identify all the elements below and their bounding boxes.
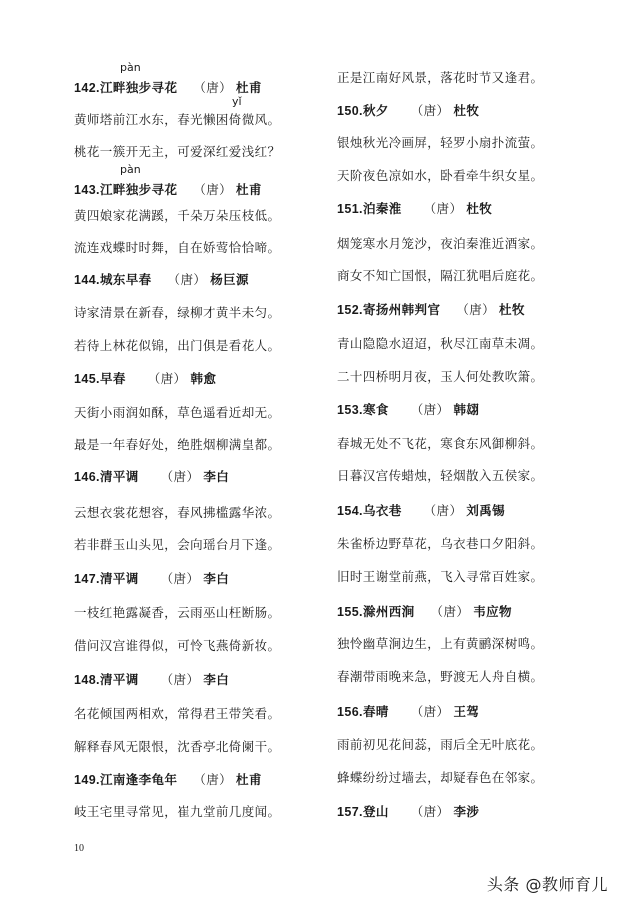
poem-line: 黄四娘家花满蹊，千朵万朵压枝低。: [74, 208, 281, 223]
poem-title-147: 147.清平调 （唐） 李白: [74, 571, 230, 586]
poem-line: 烟笼寒水月笼沙，夜泊秦淮近酒家。: [337, 236, 544, 251]
poem-line: 旧时王谢堂前燕，飞入寻常百姓家。: [337, 569, 544, 584]
poem-title-145: 145.早春 （唐） 韩愈: [74, 371, 217, 386]
poem-title-154: 154.乌衣巷 （唐） 刘禹锡: [337, 503, 506, 518]
poem-line: 诗家清景在新春，绿柳才黄半未匀。: [74, 305, 281, 320]
poem-line: 最是一年春好处，绝胜烟柳满皇都。: [74, 437, 281, 452]
poem-title-142: 142.江畔独步寻花 （唐） 杜甫: [74, 80, 262, 95]
poem-line: 银烛秋光冷画屏，轻罗小扇扑流萤。: [337, 135, 544, 150]
poem-title-151: 151.泊秦淮 （唐） 杜牧: [337, 201, 493, 216]
poem-line: 名花倾国两相欢，常得君王带笑看。: [74, 706, 281, 721]
poem-title-152: 152.寄扬州韩判官 （唐） 杜牧: [337, 302, 525, 317]
poem-title-146: 146.清平调 （唐） 李白: [74, 469, 230, 484]
poem-line: 独怜幽草涧边生，上有黄鹂深树鸣。: [337, 636, 544, 651]
poem-line: 朱雀桥边野草花，乌衣巷口夕阳斜。: [337, 536, 544, 551]
poem-line: 若非群玉山头见，会向瑶台月下逢。: [74, 537, 281, 552]
poem-line: 二十四桥明月夜，玉人何处教吹箫。: [337, 369, 544, 384]
poem-title-156: 156.春晴 （唐） 王驾: [337, 704, 480, 719]
poem-title-144: 144.城东早春 （唐） 杨巨源: [74, 272, 249, 287]
poem-line: 商女不知亡国恨，隔江犹唱后庭花。: [337, 268, 544, 283]
poem-title-150: 150.秋夕 （唐） 杜牧: [337, 103, 480, 118]
poem-line: 一枝红艳露凝香，云雨巫山枉断肠。: [74, 605, 281, 620]
poem-line: 天阶夜色凉如水，卧看牵牛织女星。: [337, 168, 544, 183]
poem-title-155: 155.滁州西涧 （唐） 韦应物: [337, 604, 512, 619]
poem-line: 黄师塔前江水东，春光懒困倚微风。: [74, 112, 281, 127]
page-number: 10: [74, 843, 84, 854]
poem-line: 春城无处不飞花，寒食东风御柳斜。: [337, 436, 544, 451]
pinyin-annotation: pàn: [120, 163, 141, 176]
poem-line: 日暮汉宫传蜡烛，轻烟散入五侯家。: [337, 468, 544, 483]
poem-title-153: 153.寒食 （唐） 韩翃: [337, 402, 480, 417]
source-watermark: 头条 @教师育儿: [486, 875, 608, 894]
poem-line: 桃花一簇开无主，可爱深红爱浅红？: [74, 144, 281, 159]
poem-title-149: 149.江南逢李龟年 （唐） 杜甫: [74, 772, 262, 787]
poem-line: 解释春风无限恨，沈香亭北倚阑干。: [74, 739, 281, 754]
poem-line: 云想衣裳花想容，春风拂槛露华浓。: [74, 505, 281, 520]
poem-line: 正是江南好风景，落花时节又逢君。: [337, 70, 544, 85]
poem-line: 蜂蝶纷纷过墙去，却疑春色在邻家。: [337, 770, 544, 785]
poem-line: 雨前初见花间蕊，雨后全无叶底花。: [337, 737, 544, 752]
poem-title-148: 148.清平调 （唐） 李白: [74, 672, 230, 687]
pinyin-annotation: yǐ: [232, 95, 242, 108]
poem-line: 若待上林花似锦，出门俱是看花人。: [74, 338, 281, 353]
poem-line: 春潮带雨晚来急，野渡无人舟自横。: [337, 669, 544, 684]
pinyin-annotation: pàn: [120, 61, 141, 74]
poem-line: 岐王宅里寻常见，崔九堂前几度闻。: [74, 804, 281, 819]
poem-line: 流连戏蝶时时舞，自在娇莺恰恰啼。: [74, 240, 281, 255]
poem-line: 借问汉宫谁得似，可怜飞燕倚新妆。: [74, 638, 281, 653]
poem-title-143: 143.江畔独步寻花 （唐） 杜甫: [74, 182, 262, 197]
poem-line: 青山隐隐水迢迢，秋尽江南草未凋。: [337, 336, 544, 351]
poem-line: 天街小雨润如酥，草色遥看近却无。: [74, 405, 281, 420]
poem-title-157: 157.登山 （唐） 李涉: [337, 804, 480, 819]
